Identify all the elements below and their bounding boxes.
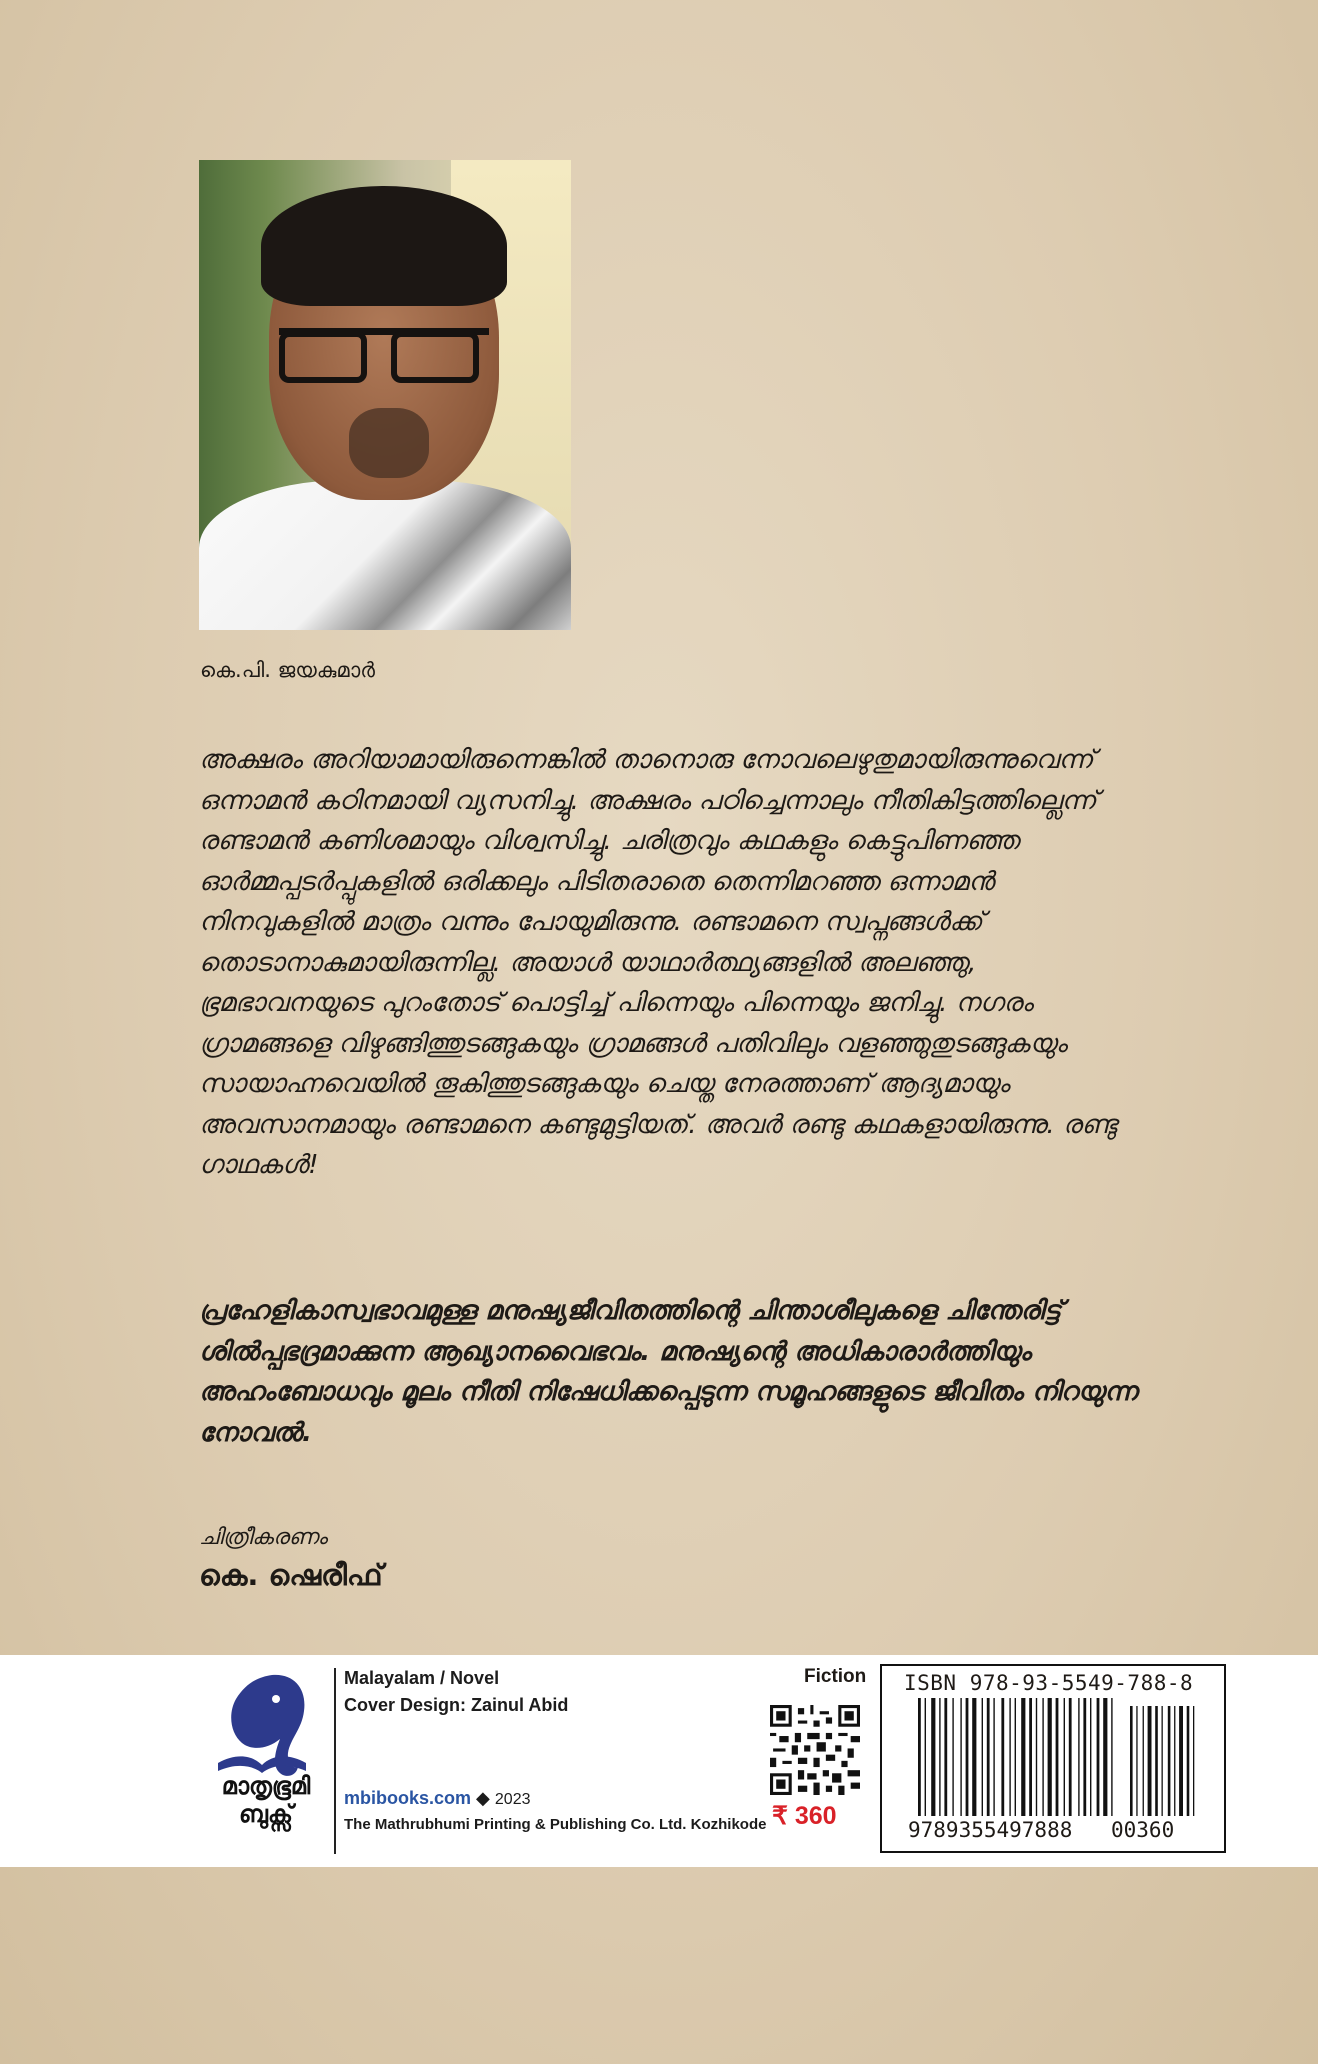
glasses-shape [279,328,489,389]
illustration-label: ചിത്രീകരണം [199,1525,328,1550]
cover-design-credit: Cover Design: Zainul Abid [344,1695,569,1715]
publisher-name: The Mathrubhumi Printing & Publishing Co. Ltd. Kozhikode [344,1816,767,1833]
barcode-addon: 00360 [1111,1818,1175,1842]
book-category: Malayalam / Novel [344,1668,500,1688]
author-name: കെ.പി. ജയകുമാർ [200,658,375,682]
qr-code-icon [770,1705,860,1795]
book-info [344,1665,568,1719]
isbn-label: ISBN 978-93-5549-788-8 [904,1671,1194,1695]
publisher-logo-text [206,1772,326,1828]
publication-year: 2023 [494,1791,531,1808]
illustration-artist: കെ. ഷെരീഫ് [199,1558,383,1592]
blurb-paragraph-2: പ്രഹേളികാസ്വഭാവമുള്ള മനുഷ്യജീവിതത്തിന്റെ ചിന്താശീലുകളെ ചിന്തേരിട്ട് ശിൽപ്പഭദ്രമാക്കുന്ന ആഖ്യാനവൈഭവം. മനുഷ്യന്റെ അധികാരാർത്തിയും അഹംബോധവും മൂലം നീതി നിഷേധിക്കപ്പെടുന്ന സമൂഹങ്ങളുടെ ജീവിതം നിറയുന്ന നോവൽ. [199,1296,1138,1448]
elephant-logo-icon [212,1665,312,1865]
genre-label: Fiction [804,1666,867,1687]
barcode-number: 9789355497888 [908,1818,1073,1842]
divider [334,1668,336,1854]
barcode-icon [918,1698,1214,1824]
website-link[interactable]: mbibooks.com [344,1788,472,1808]
diamond-separator-icon: ◆ [476,1788,490,1808]
logo-text-line1: മാതൃഭൂമി [221,1772,311,1800]
website-line [344,1788,531,1809]
blurb-paragraph-1: അക്ഷരം അറിയാമായിരുന്നെങ്കിൽ താനൊരു നോവലെഴുതുമായിരുന്നുവെന്ന് ഒന്നാമൻ കഠിനമായി വ്യസനിച്ചു. അക്ഷരം പഠിച്ചെന്നാലും നീതികിട്ടത്തില്ലെന്ന് രണ്ടാമൻ കണിശമായും വിശ്വസിച്ചു. ചരിത്രവും കഥകളും കെട്ടുപിണഞ്ഞ ഓർമ്മപ്പടർപ്പുകളിൽ ഒരിക്കലും പിടിതരാതെ തെന്നിമറഞ്ഞ ഒന്നാമൻ നിനവുകളിൽ മാത്രം വന്നും പോയുമിരുന്നു. രണ്ടാമനെ സ്വപ്നങ്ങൾക്ക് തൊടാനാകുമായിരുന്നില്ല. അയാൾ യാഥാർത്ഥ്യങ്ങളിൽ അലഞ്ഞു, ഭ്രമഭാവനയുടെ പുറംതോട് പൊട്ടിച്ച് പിന്നെയും പിന്നെയും ജനിച്ചു. നഗരം ഗ്രാമങ്ങളെ വിഴുങ്ങിത്തുടങ്ങുകയും ഗ്രാമങ്ങൾ പതിവിലും വളഞ്ഞുതുടങ്ങുകയും സായാഹ്നവെയിൽ തൂകിത്തുടങ്ങുകയും ചെയ്ത നേരത്താണ് ആദ്യമായും അവസാനമായും രണ്ടാമനെ കണ്ടുമുട്ടിയത്. അവർ രണ്ടു കഥകളായിരുന്നു. രണ്ടു ഗാഥകൾ! [199,745,1117,1180]
price-label: ₹ 360 [772,1802,837,1830]
logo-text-line2: ബുക്സ് [239,1800,293,1828]
author-photo [199,160,571,630]
